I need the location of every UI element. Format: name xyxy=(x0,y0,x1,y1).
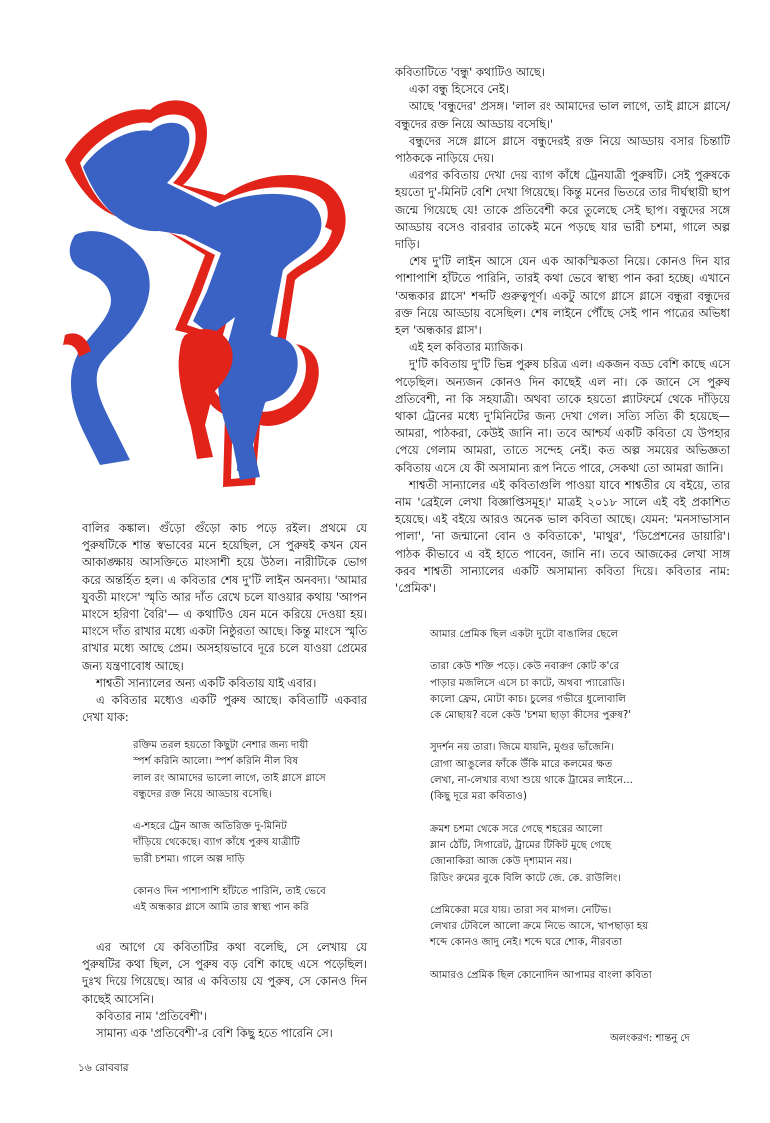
poem-stanza xyxy=(133,738,368,803)
page-footer: ১৬ রোববার xyxy=(78,1062,129,1074)
poem-line: কালো ফ্রেম, মোটা কাচ। চুলের গভীরে ধুলোবালি xyxy=(430,693,626,705)
paragraph: এরপর কবিতায় দেখা দেয় ব্যাগ কাঁধে ট্রেনযাত্রী পুরুষটি। সেই পুরুষকে হয়তো দু'-মিনিট বেশি দেখা গিয়েছে। কিন্তু মনের ভিতরে তার দীর্ঘস্থায়ী ছাপ জন্মে গিয়েছে যে! তাকে প্রতিবেশী করে তুলেছে সেই ছাপ। বন্ধুদের সঙ্গে আড্ডায় বসেও বারবার তাকেই মনে পড়ছে যার ভারী চশমা, গালে অল্প দাড়ি। xyxy=(395,168,730,252)
paragraph: একা বন্ধু হিসেবে নেই। xyxy=(409,82,509,97)
poem-line: আমার প্রেমিক ছিল একটা দুটো বাঙালির ছেলে xyxy=(430,629,619,640)
left-column-text xyxy=(82,520,367,726)
paragraph: শেষ দু'টি লাইন আসে যেন এক আকস্মিকতা নিয়ে। কোনও দিন যার পাশাপাশি হাঁটতে পারিনি, তারই কথা ভেবে স্বাস্থ্য পান করা হচ্ছে। এখানে 'অন্ধকার গ্লাসে' শব্দটি গুরুত্বপূর্ণ। একটু আগে গ্লাসে গ্লাসে বন্ধুরা বন্ধুদের রক্ত নিয়ে আড্ডায় বসেছিল। শেষ লাইনে পৌঁছে সেই পান পাত্রের অভিধা হল 'অন্ধকার গ্লাস'। xyxy=(395,254,730,338)
poem-stanza xyxy=(133,884,368,917)
poem-line: (কিছু দূরে মরা কবিতাও) xyxy=(430,791,527,803)
poem-line: জোনাকিরা আজ কেউ দৃশ্যমান নয়। xyxy=(430,856,572,868)
poem-stanza xyxy=(133,819,368,868)
poem-line: রোগা আঙুলের ফাঁকে উঁকি মারে কলমের ক্ষত xyxy=(430,758,613,770)
paragraph: এর আগে যে কবিতাটির কথা বলেছি, সে লেখায় যে পুরুষটির কথা ছিল, সে পুরুষ বড় বেশি কাছে এসে পড়েছিল। দুঃখ দিয়ে গিয়েছে। আর এ কবিতায় যে পুরুষ, সে কোনও দিন কাছেই আসেনি। xyxy=(82,940,367,1006)
poem-stanza xyxy=(430,659,730,724)
poem-line: পাড়ার মজলিসে এসে চা কাটে, অথবা প্যারোডি। xyxy=(430,677,625,689)
poem-line: আমারও প্রেমিক ছিল কোনোদিন আপামর বাংলা কবিতা xyxy=(430,969,652,981)
poem-line: লেখা, না-লেখার ব্যথা শুয়ে থাকে ট্রামের লাইনে... xyxy=(430,775,633,787)
poem-line: বন্ধুদের রক্ত নিয়ে আড্ডায় বসেছি। xyxy=(133,788,272,800)
poem-line: সুদর্শন নয় তারা। জিমে যায়নি, মুগুর ভাঁজেনি। xyxy=(430,742,615,754)
poem-line: লাল রং আমাদের ভালো লাগে, তাই গ্লাসে গ্লাসে xyxy=(133,772,326,784)
poem-stanza xyxy=(430,822,730,887)
poem-line: কে মোছায়? বলে কেউ 'চশমা ছাড়া কীসের পুরুষ?' xyxy=(430,710,632,722)
poem-stanza xyxy=(430,740,730,805)
paragraph: বন্ধুদের সঙ্গে গ্লাসে গ্লাসে বন্ধুদেরই রক্ত নিয়ে আড্ডায় বসার চিন্তাটি পাঠককে নাড়িয়ে দেয়। xyxy=(395,133,730,166)
poem-line: এই অন্ধকার গ্লাসে আমি তার স্বাস্থ্য পান করি xyxy=(133,902,309,914)
paragraph: আছে 'বন্ধুদের' প্রসঙ্গ। 'লাল রং আমাদের ভাল লাগে, তাই গ্লাসে গ্লাসে/ বন্ধুদের রক্ত নিয়ে আড্ডায় বসেছি।' xyxy=(395,99,730,131)
paragraph: কবিতাটিতে 'বন্ধু' কথাটিও আছে। xyxy=(395,65,545,79)
paragraph: বালির কঙ্কাল। গুঁড়ো গুঁড়ো কাচ পড়ে রইল। প্রথমে যে পুরুষটিকে শান্ত স্বভাবের মনে হয়েছিল, সে পুরুষই কখন যেন আকাঙ্ক্ষায় আসক্তিতে মাংসাশী হয়ে উঠল। নারীটিকে ভোগ করে অন্তর্হিত হল। এ কবিতার শেষ দু'টি লাইন অনবদ্য। 'আমার যুবতী মাংসে' স্মৃতি আর দাঁত রেখে চলে যাওয়ার কথায় 'আপন মাংসে হরিণা বৈরি'— এ কথাটিও যেন মনে করিয়ে দেওয়া হয়। মাংসে দাঁত রাখার মধ্যে একটা নিষ্ঠুরতা আছে। কিন্তু মাংসে স্মৃতি রাখার মধ্যে আছে প্রেম। অসহায়ভাবে দূরে চলে যাওয়া প্রেমের জন্য যন্ত্রণাবোধ আছে। xyxy=(82,521,367,673)
poem-stanza xyxy=(430,903,730,952)
poem-line: রক্তিম তরল হয়তো কিছুটা নেশার জন্য দায়ী xyxy=(133,740,309,751)
paragraph: সামান্য এক 'প্রতিবেশী'-র বেশি কিছু হতে পারেনি সে। xyxy=(96,1026,333,1041)
poem-line: ভারী চশমা। গালে অল্প দাড়ি xyxy=(133,853,245,865)
poem-line: রিডিং রুমের বুকে বিলি কাটে জে. কে. রাউলিং। xyxy=(430,872,621,884)
poem-line: শব্দে কোনও জাদু নেই। শব্দে ঘরে শোক, নীরবতা xyxy=(430,937,622,949)
poem-line: কোনও দিন পাশাপাশি হাঁটতে পারিনি, তাই ভেবে xyxy=(133,886,326,898)
poem-stanza xyxy=(430,968,730,984)
poem-premik xyxy=(430,627,730,1000)
paragraph: শাশ্বতী সান্যালের এই কবিতাগুলি পাওয়া যাবে শাশ্বতীর যে বইয়ে, তার নাম 'ব্রেইলে লেখা বিজ্ঞাপ্তিসমূহ।' মাত্রই ২০১৮ সালে এই বই প্রকাশিত হয়েছে। এই বইয়ে আরও অনেক ভাল কবিতা আছে। যেমন: 'মনসাভাসান পালা', 'না জন্মানো বোন ও কবিতাকে', 'মাথুর', 'ডিপ্রেশনের ডায়ারি'। পাঠক কীভাবে এ বই হাতে পাবেন, জানি না। তবে আজকের লেখা সাঙ্গ করব শাশ্বতী সান্যালের একটি অসামান্য কবিতা দিয়ে। কবিতার নাম: 'প্রেমিক'। xyxy=(395,477,730,596)
paragraph: এই হল কবিতার ম্যাজিক। xyxy=(409,340,524,355)
paragraph: কবিতার নাম 'প্রতিবেশী'। xyxy=(96,1008,207,1023)
poem-line: দাঁড়িয়ে থেকেছে। ব্যাগ কাঁধে পুরুষ যাত্রীটি xyxy=(133,837,300,849)
paragraph: দু'টি কবিতায় দু'টি ভিন্ন পুরুষ চরিত্র এল। একজন বড্ড বেশি কাছে এসে পড়েছিল। অন্যজন কোনও দিন কাছেই এল না। কে জানে সে পুরুষ প্রতিবেশী, না কি সহযাত্রী। অথবা তাকে হয়তো প্ল্যাটফর্মে থেকে দাঁড়িয়ে থাকা ট্রেনের মধ্যে দু'মিনিটের জন্য দেখা গেল। সত্যি সত্যি কী হয়েছে— আমরা, পাঠকরা, কেউই জানি না। তবে আশ্চর্য একটি কবিতা যে উপহার পেয়ে গেলাম আমরা, তাতে সন্দেহ নেই। কত অল্প সময়ের অভিজ্ঞতা কবিতায় এসে যে কী অসামান্য রূপ নিতে পারে, সেকথা তো আমরা জানি। xyxy=(395,357,730,475)
poem-line: তারা কেউ শক্তি পড়ে। কেউ নবারুণ কোট ক'রে xyxy=(430,661,620,673)
illustration xyxy=(55,85,360,505)
poem-line: স্পর্শ করিনি আলো। স্পর্শ করিনি নীল বিষ xyxy=(133,756,299,768)
illustration-credit: অলংকরণ: শান্তনু দে xyxy=(610,1033,690,1044)
poem-pratibeshi xyxy=(133,738,368,933)
poem-line: ক্রমশ চশমা থেকে সরে গেছে শহরের আলো xyxy=(430,823,603,835)
poem-line: লেখার টেবিলে আলো ক্রমে নিভে আসে, খাপছাড়া হয় xyxy=(430,921,649,933)
poem-line: প্রেমিকেরা মরে যায়। তারা সব মাগল। নেটিভ। xyxy=(430,904,612,916)
paragraph: এ কবিতার মধ্যেও একটি পুরুষ আছে। কবিতাটি একবার দেখা যাক: xyxy=(82,693,367,725)
poem-line: এ-শহরে ট্রেন আজ অতিরিক্ত দু-মিনিট xyxy=(133,821,287,833)
paragraph: শাশ্বতী সান্যালের অন্য একটি কবিতায় যাই এবার। xyxy=(96,675,317,690)
poem-stanza xyxy=(430,627,730,643)
abstract-figures-icon xyxy=(55,85,360,505)
left-column-text-continued xyxy=(82,939,367,1042)
right-column-text xyxy=(395,64,730,597)
poem-line: ম্লান ঠোঁট, সিগারেট, ট্রামের টিকিট মুছে গেছে xyxy=(430,839,612,851)
